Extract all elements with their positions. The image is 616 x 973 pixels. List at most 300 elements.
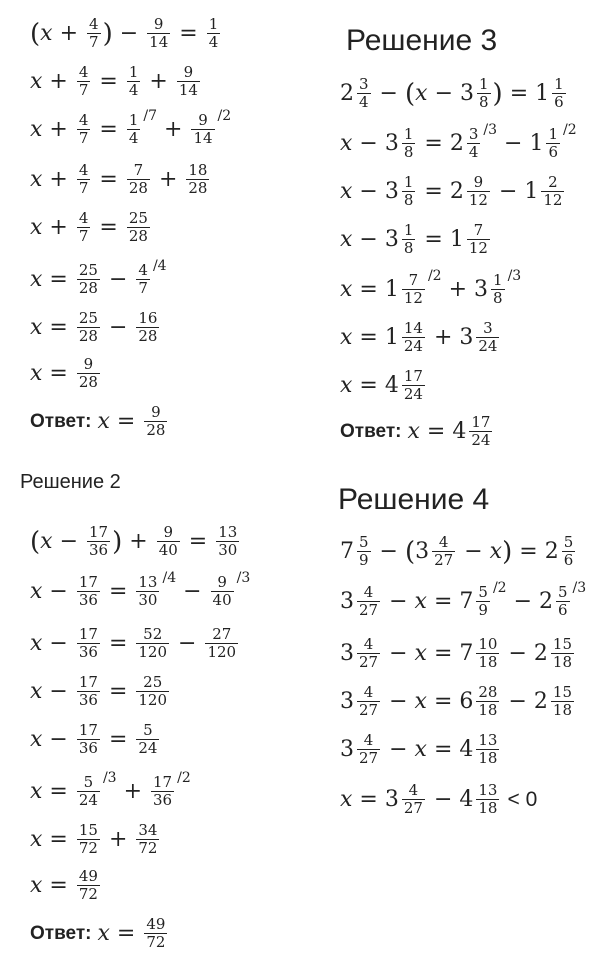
extra-factor: /2 — [177, 770, 191, 786]
op: + — [433, 325, 453, 350]
fraction — [87, 524, 110, 559]
den: 18 — [478, 701, 498, 719]
whole: 1 — [449, 227, 464, 252]
den: 12 — [468, 239, 488, 257]
num: 1 — [403, 173, 414, 191]
solution-2-heading: Решение 2 — [20, 471, 121, 493]
op: − — [379, 81, 398, 106]
op: − — [389, 737, 408, 762]
num: 1 — [479, 75, 489, 93]
fraction — [77, 112, 91, 147]
fraction — [87, 16, 101, 51]
s1-line-6 — [30, 258, 167, 297]
op: = — [108, 679, 128, 704]
s1-answer — [30, 404, 169, 439]
fraction — [127, 64, 141, 99]
op: = — [424, 131, 443, 156]
num: 27 — [212, 625, 232, 643]
var: x — [40, 21, 53, 46]
op: = — [108, 631, 128, 656]
op: = — [433, 589, 453, 614]
op: = — [433, 689, 453, 714]
op: − — [389, 641, 408, 666]
den: 8 — [403, 191, 414, 209]
num: 17 — [78, 573, 98, 591]
den: 24 — [471, 431, 491, 449]
op: − — [513, 589, 532, 614]
den: 27 — [403, 799, 423, 817]
s3-line-4 — [340, 222, 492, 257]
num: 17 — [153, 773, 173, 791]
op: + — [123, 779, 143, 804]
whole: 1 — [524, 179, 539, 204]
op: = — [179, 21, 198, 46]
s3-line-6 — [340, 320, 501, 355]
extra-factor: /2 — [563, 122, 577, 138]
den: 6 — [548, 143, 558, 161]
fraction — [77, 626, 100, 661]
fraction — [136, 722, 159, 757]
extra-factor: /3 — [572, 580, 587, 596]
num: 4 — [408, 781, 419, 799]
op: + — [49, 69, 68, 94]
fraction — [147, 16, 170, 51]
paren: ) — [112, 526, 123, 557]
s2-line-1 — [30, 524, 241, 559]
fraction — [469, 414, 492, 449]
op: = — [509, 81, 529, 106]
extra-factor: /4 — [162, 570, 177, 586]
fraction — [562, 534, 576, 569]
op: = — [433, 737, 453, 762]
num: 1 — [403, 221, 414, 239]
var: x — [30, 117, 43, 142]
var: x — [340, 131, 353, 156]
num: 16 — [138, 309, 158, 327]
num: 9 — [473, 173, 484, 191]
den: 8 — [403, 143, 414, 161]
s1-line-8 — [30, 356, 102, 391]
s2-answer — [30, 916, 169, 951]
den: 4 — [128, 81, 139, 99]
fraction — [467, 174, 490, 209]
fraction — [77, 64, 91, 99]
den: 30 — [218, 541, 238, 559]
den: 36 — [78, 739, 98, 757]
var: x — [414, 641, 427, 666]
var: x — [340, 227, 353, 252]
fraction — [191, 112, 214, 147]
den: 28 — [138, 327, 158, 345]
paren: ) — [492, 78, 503, 109]
num: 1 — [128, 111, 139, 129]
den: 18 — [552, 653, 573, 671]
op: = — [49, 873, 68, 898]
den: 12 — [543, 191, 563, 209]
fraction — [77, 356, 100, 391]
den: 7 — [78, 227, 89, 245]
var: x — [340, 787, 353, 812]
whole: 3 — [384, 227, 399, 252]
s2-line-5 — [30, 722, 161, 757]
fraction — [127, 112, 141, 147]
den: 7 — [78, 129, 89, 147]
num: 34 — [138, 821, 158, 839]
op: − — [498, 179, 518, 204]
op: = — [519, 539, 538, 564]
var: x — [40, 529, 53, 554]
den: 4 — [468, 143, 479, 161]
solution-3-heading: Решение 3 — [346, 24, 498, 57]
fraction — [77, 574, 100, 609]
fraction — [205, 626, 238, 661]
fraction — [77, 262, 100, 297]
num: 25 — [78, 261, 98, 279]
op: = — [99, 167, 118, 192]
op: + — [49, 117, 68, 142]
num: 5 — [359, 533, 369, 551]
fraction — [216, 524, 239, 559]
whole: 4 — [384, 373, 399, 398]
op: − — [49, 679, 68, 704]
den: 12 — [403, 289, 423, 307]
num: 13 — [138, 573, 158, 591]
den: 27 — [359, 653, 379, 671]
fraction — [177, 64, 200, 99]
whole: 2 — [544, 539, 559, 564]
den: 72 — [78, 885, 98, 903]
op: − — [433, 787, 453, 812]
fraction — [357, 636, 380, 671]
paren: ) — [102, 18, 113, 49]
num: 4 — [78, 111, 89, 129]
num: 9 — [198, 111, 208, 129]
fraction — [357, 76, 371, 111]
num: 17 — [403, 367, 423, 385]
var: x — [414, 737, 427, 762]
s4-line-2 — [340, 580, 587, 619]
op: = — [188, 529, 208, 554]
whole: 6 — [459, 689, 474, 714]
fraction — [211, 574, 234, 609]
fraction — [77, 674, 100, 709]
op: = — [116, 921, 136, 946]
var: x — [340, 325, 353, 350]
op: = — [99, 69, 118, 94]
num: 9 — [217, 573, 227, 591]
answer-label: Ответ: — [30, 922, 92, 944]
fraction — [357, 732, 380, 767]
fraction — [402, 320, 425, 355]
op: = — [108, 727, 128, 752]
op: + — [129, 529, 148, 554]
s2-line-2 — [30, 570, 251, 609]
whole: 3 — [474, 277, 489, 302]
op: − — [119, 21, 139, 46]
fraction — [136, 822, 159, 857]
op: − — [508, 641, 527, 666]
num: 5 — [83, 773, 94, 791]
num: 25 — [128, 209, 148, 227]
den: 24 — [403, 337, 423, 355]
num: 9 — [163, 523, 174, 541]
num: 7 — [408, 271, 419, 289]
fraction — [541, 174, 564, 209]
den: 24 — [78, 791, 98, 809]
op: + — [108, 827, 128, 852]
num: 3 — [359, 75, 369, 93]
op: − — [49, 631, 68, 656]
s3-line-1 — [340, 76, 568, 111]
var: x — [97, 921, 110, 946]
fraction — [144, 404, 167, 439]
num: 13 — [478, 731, 498, 749]
fraction — [402, 126, 416, 161]
fraction — [476, 636, 499, 671]
op: − — [359, 131, 378, 156]
whole: 7 — [340, 539, 354, 564]
var: x — [340, 179, 353, 204]
op: + — [164, 117, 183, 142]
whole: 1 — [529, 131, 544, 156]
whole: 2 — [449, 131, 464, 156]
num: 13 — [478, 781, 498, 799]
num: 14 — [403, 319, 423, 337]
num: 4 — [363, 583, 374, 601]
var: x — [340, 277, 353, 302]
den: 36 — [78, 591, 98, 609]
den: 6 — [563, 551, 574, 569]
den: 12 — [468, 191, 488, 209]
whole: 3 — [459, 325, 474, 350]
s1-line-2 — [30, 64, 202, 99]
den: 27 — [359, 701, 379, 719]
answer-label: Ответ: — [30, 410, 92, 432]
fraction — [476, 782, 499, 817]
den: 36 — [89, 541, 109, 559]
num: 28 — [478, 683, 498, 701]
whole: 4 — [459, 737, 474, 762]
den: 28 — [188, 179, 208, 197]
extra-factor: /3 — [236, 570, 251, 586]
whole: 1 — [535, 81, 550, 106]
fraction — [546, 126, 560, 161]
fraction — [136, 262, 150, 297]
den: 72 — [138, 839, 158, 857]
s2-line-3 — [30, 626, 240, 661]
s4-line-6 — [340, 782, 537, 817]
num: 17 — [471, 413, 491, 431]
op: = — [49, 267, 68, 292]
op: − — [504, 131, 523, 156]
den: 36 — [78, 691, 98, 709]
den: 6 — [554, 93, 564, 111]
s3-line-5 — [340, 268, 522, 307]
fraction — [432, 534, 455, 569]
whole: 3 — [384, 787, 399, 812]
op: − — [49, 727, 68, 752]
op: − — [379, 539, 398, 564]
op: − — [49, 579, 68, 604]
num: 13 — [218, 523, 238, 541]
whole: 3 — [340, 737, 354, 762]
s1-line-3 — [30, 108, 232, 147]
num: 5 — [478, 583, 488, 601]
var: x — [30, 315, 43, 340]
num: 17 — [78, 625, 98, 643]
op: − — [434, 81, 453, 106]
den: 30 — [138, 591, 158, 609]
num: 15 — [78, 821, 98, 839]
num: 9 — [153, 15, 164, 33]
whole: 3 — [415, 539, 430, 564]
den: 7 — [78, 179, 89, 197]
den: 4 — [208, 33, 219, 51]
var: x — [414, 689, 427, 714]
num: 15 — [552, 635, 573, 653]
num: 1 — [128, 63, 139, 81]
num: 49 — [146, 915, 166, 933]
s3-line-2 — [340, 122, 577, 161]
fraction — [127, 162, 150, 197]
op: − — [359, 179, 378, 204]
den: 18 — [478, 653, 498, 671]
paren: ( — [404, 536, 416, 567]
den: 120 — [138, 643, 168, 661]
whole: 2 — [340, 81, 354, 106]
whole: 4 — [452, 419, 467, 444]
fraction — [402, 174, 416, 209]
num: 52 — [143, 625, 163, 643]
den: 28 — [146, 421, 166, 439]
s2-line-4 — [30, 674, 171, 709]
num: 4 — [438, 533, 449, 551]
num: 4 — [89, 15, 99, 33]
num: 4 — [78, 161, 89, 179]
paren: ( — [30, 526, 41, 557]
var: x — [30, 69, 43, 94]
fraction — [402, 272, 425, 307]
op: − — [183, 579, 202, 604]
num: 4 — [363, 635, 374, 653]
fraction — [136, 310, 159, 345]
s4-line-3 — [340, 636, 576, 671]
num: 10 — [478, 635, 498, 653]
op: = — [108, 579, 128, 604]
op: = — [359, 277, 378, 302]
s1-line-7 — [30, 310, 161, 345]
num: 9 — [83, 355, 94, 373]
op: − — [178, 631, 197, 656]
fraction — [476, 320, 499, 355]
var: x — [407, 419, 420, 444]
den: 14 — [178, 81, 198, 99]
whole: 3 — [340, 641, 354, 666]
den: 8 — [403, 239, 414, 257]
den: 36 — [78, 643, 98, 661]
fraction — [556, 584, 570, 619]
fraction — [127, 210, 150, 245]
fraction — [476, 732, 499, 767]
den: 40 — [158, 541, 178, 559]
num: 3 — [483, 319, 493, 337]
num: 4 — [363, 683, 374, 701]
whole: 3 — [384, 131, 399, 156]
s1-line-4 — [30, 162, 211, 197]
num: 15 — [552, 683, 573, 701]
op: = — [433, 641, 453, 666]
fraction — [357, 584, 380, 619]
op: + — [59, 21, 79, 46]
op: + — [149, 69, 168, 94]
op: = — [49, 779, 68, 804]
fraction — [467, 126, 481, 161]
fraction — [136, 674, 169, 709]
whole: 2 — [449, 179, 464, 204]
op: = — [424, 227, 443, 252]
var: x — [30, 873, 43, 898]
s2-line-8 — [30, 868, 102, 903]
whole: 1 — [384, 277, 399, 302]
var: x — [415, 81, 428, 106]
op: = — [99, 117, 118, 142]
op: = — [49, 361, 68, 386]
den: 36 — [153, 791, 173, 809]
num: 1 — [548, 125, 558, 143]
fraction — [186, 162, 209, 197]
num: 17 — [78, 673, 98, 691]
fraction — [402, 222, 416, 257]
op: = — [49, 315, 68, 340]
fraction — [77, 310, 100, 345]
den: 7 — [78, 81, 89, 99]
op: − — [108, 315, 128, 340]
op: = — [359, 325, 378, 350]
whole: 3 — [340, 589, 354, 614]
den: 72 — [78, 839, 98, 857]
den: 120 — [138, 691, 168, 709]
op: + — [158, 167, 178, 192]
den: 7 — [89, 33, 99, 51]
whole: 3 — [460, 81, 474, 106]
s3-answer — [340, 414, 494, 449]
fraction — [77, 722, 100, 757]
var: x — [30, 215, 43, 240]
fraction — [136, 574, 159, 609]
s3-line-7 — [340, 368, 427, 403]
var: x — [30, 167, 43, 192]
var: x — [30, 779, 43, 804]
less-than-zero: < 0 — [507, 787, 538, 811]
s4-line-4 — [340, 684, 576, 719]
var: x — [30, 267, 43, 292]
s3-line-3 — [340, 174, 566, 209]
paren: ( — [30, 18, 41, 49]
den: 28 — [128, 179, 148, 197]
num: 1 — [208, 15, 219, 33]
whole: 7 — [459, 589, 474, 614]
num: 1 — [493, 271, 503, 289]
op: − — [389, 589, 408, 614]
op: + — [49, 167, 68, 192]
fraction — [357, 684, 380, 719]
s4-line-1 — [340, 534, 577, 569]
den: 4 — [359, 93, 369, 111]
den: 18 — [552, 701, 573, 719]
fraction — [144, 916, 167, 951]
extra-factor: /7 — [143, 108, 158, 124]
den: 6 — [558, 601, 568, 619]
